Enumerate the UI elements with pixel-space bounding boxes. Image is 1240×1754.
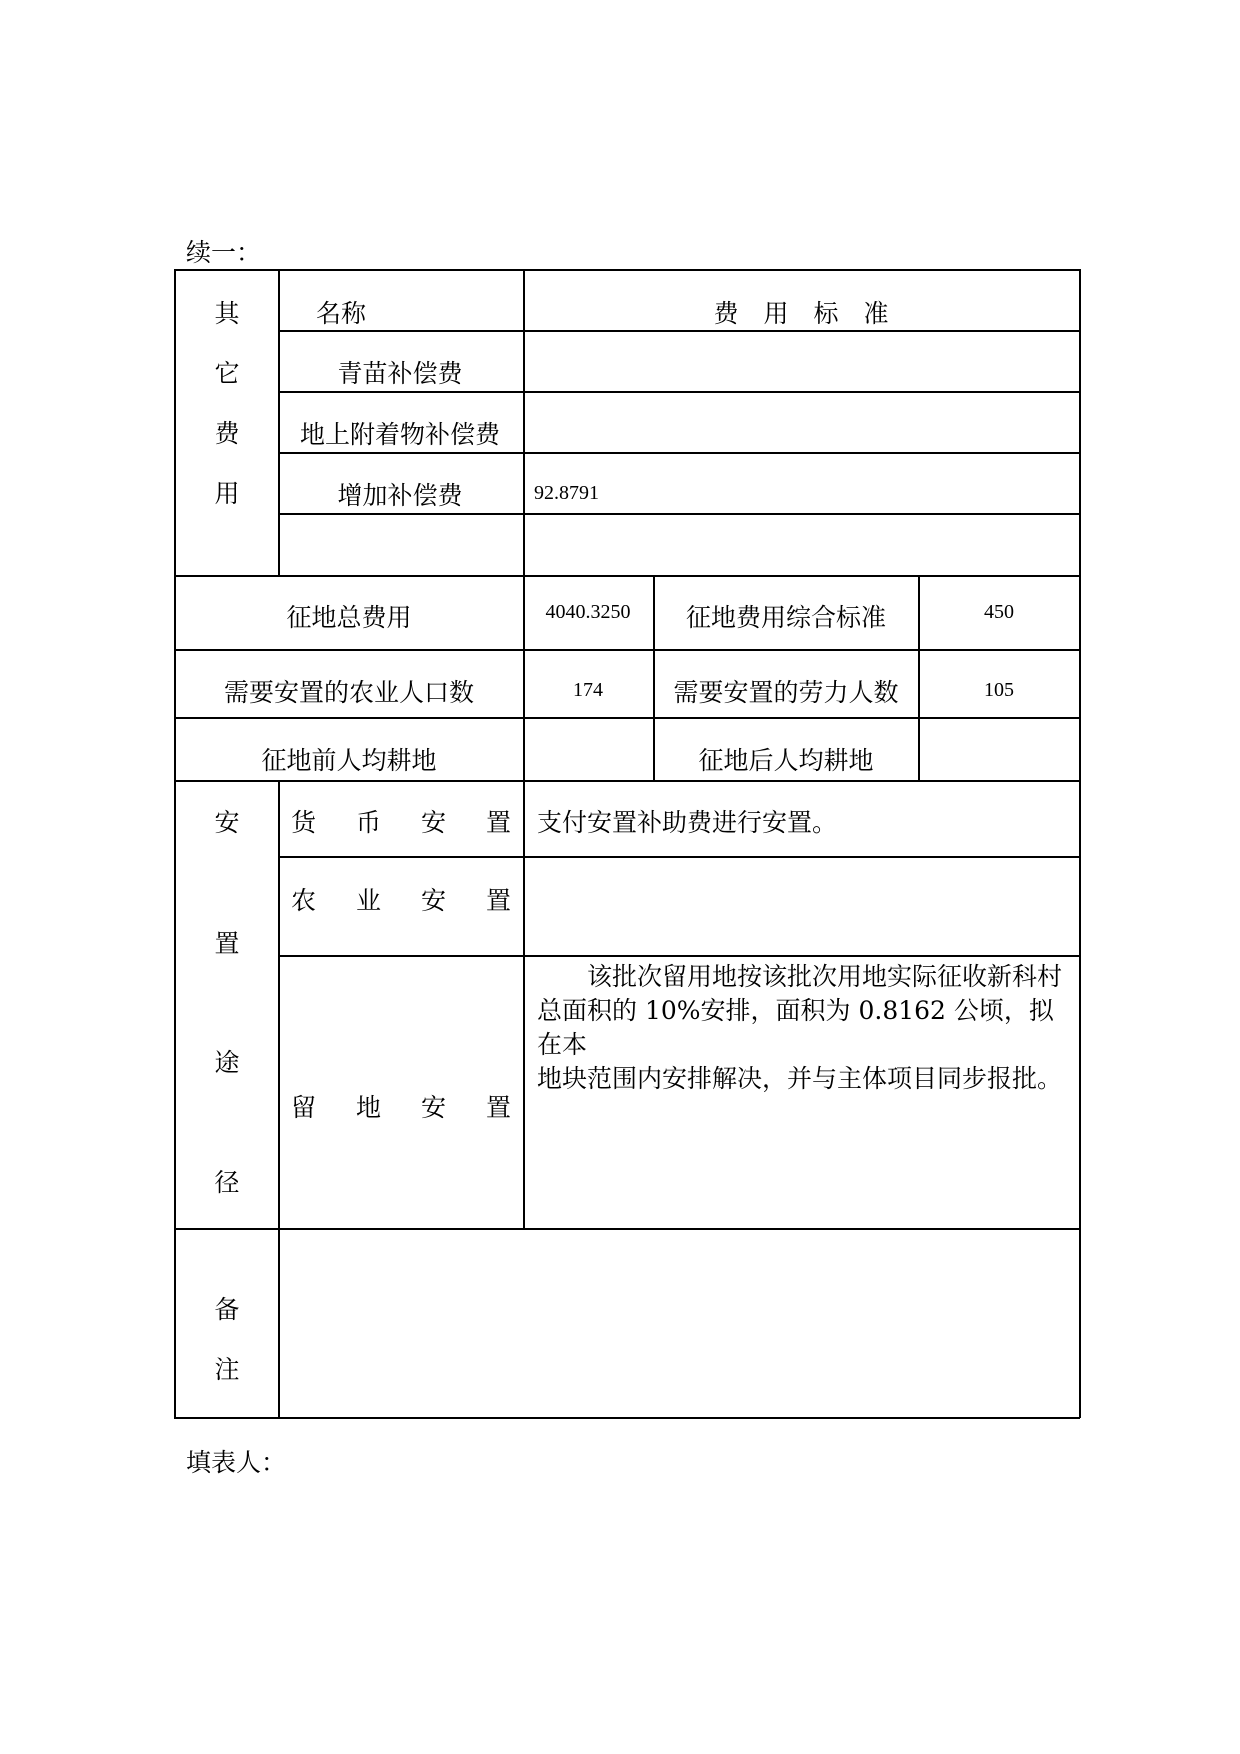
total-fee-value: 4040.3250 bbox=[545, 601, 631, 623]
label-char: 置 bbox=[485, 808, 511, 837]
divider-side-column bbox=[278, 269, 280, 575]
divider-value-column bbox=[523, 269, 525, 1229]
table-border-right bbox=[1079, 269, 1081, 1418]
paragraph-line: 该批次留用地按该批次用地实际征收新科村 bbox=[587, 962, 1063, 991]
resettlement-side-char: 途 bbox=[214, 1048, 240, 1077]
label-char: 币 bbox=[355, 808, 381, 837]
row-divider bbox=[278, 330, 1080, 332]
composite-standard-label: 征地费用综合标准 bbox=[685, 603, 887, 632]
monetary-resettlement-text: 支付安置补助费进行安置。 bbox=[537, 808, 838, 837]
fee-name-seedling: 青苗补偿费 bbox=[337, 359, 463, 388]
table-border-top bbox=[174, 269, 1080, 271]
row-divider bbox=[278, 955, 1080, 957]
row-divider bbox=[174, 575, 1080, 577]
other-fees-side-char: 它 bbox=[214, 359, 240, 388]
reserved-land-resettlement-text bbox=[537, 960, 1077, 1096]
label-char: 留 bbox=[291, 1093, 317, 1122]
agri-population-value: 174 bbox=[573, 679, 603, 701]
filler-label: 填表人： bbox=[186, 1448, 287, 1477]
remarks-side-char: 注 bbox=[214, 1355, 240, 1384]
continuation-label: 续一： bbox=[186, 238, 262, 267]
reserved-land-resettlement-label bbox=[291, 1088, 511, 1124]
label-char: 安 bbox=[420, 808, 446, 837]
paragraph-line: 总面积的 10%安排，面积为 0.8162 公顷，拟在本 bbox=[537, 996, 1054, 1059]
other-fees-side-char: 其 bbox=[214, 299, 240, 328]
standard-column-header: 费 用 标 准 bbox=[713, 299, 889, 328]
other-fees-side-char: 用 bbox=[214, 479, 240, 508]
row-divider bbox=[278, 513, 1080, 515]
divider-side-column bbox=[278, 780, 280, 1418]
after-per-capita-label: 征地后人均耕地 bbox=[698, 746, 874, 775]
other-fees-side-char: 费 bbox=[214, 419, 240, 448]
paragraph-line: 地块范围内安排解决，并与主体项目同步报批。 bbox=[537, 1064, 1063, 1093]
label-char: 货 bbox=[291, 808, 317, 837]
labor-count-value: 105 bbox=[984, 679, 1014, 701]
composite-standard-value: 450 bbox=[984, 601, 1014, 623]
divider-right-column bbox=[918, 575, 920, 780]
agri-population-label: 需要安置的农业人口数 bbox=[223, 678, 475, 707]
label-char: 安 bbox=[420, 886, 446, 915]
total-fee-label: 征地总费用 bbox=[286, 603, 412, 632]
resettlement-side-char: 径 bbox=[214, 1168, 240, 1197]
agricultural-resettlement-label bbox=[291, 881, 511, 917]
resettlement-side-char: 安 bbox=[214, 808, 240, 837]
before-per-capita-label: 征地前人均耕地 bbox=[261, 746, 437, 775]
row-divider bbox=[278, 452, 1080, 454]
divider-mid-column bbox=[653, 575, 655, 780]
fee-name-attachments: 地上附着物补偿费 bbox=[299, 420, 501, 449]
labor-count-label: 需要安置的劳力人数 bbox=[673, 678, 899, 707]
label-char: 地 bbox=[355, 1093, 381, 1122]
row-divider bbox=[174, 1228, 1080, 1230]
label-char: 农 bbox=[291, 886, 317, 915]
row-divider bbox=[278, 856, 1080, 858]
row-divider bbox=[174, 717, 1080, 719]
label-char: 安 bbox=[420, 1093, 446, 1122]
fee-value-additional: 92.8791 bbox=[534, 482, 599, 504]
resettlement-side-char: 置 bbox=[214, 929, 240, 958]
row-divider bbox=[174, 649, 1080, 651]
table-border-left bbox=[174, 269, 176, 1418]
fee-name-additional: 增加补偿费 bbox=[337, 481, 463, 510]
name-column-header: 名称 bbox=[316, 299, 367, 328]
table-border-bottom bbox=[174, 1417, 1080, 1419]
row-divider bbox=[278, 391, 1080, 393]
monetary-resettlement-label bbox=[291, 803, 511, 839]
remarks-side-char: 备 bbox=[214, 1295, 240, 1324]
label-char: 置 bbox=[485, 886, 511, 915]
label-char: 业 bbox=[355, 886, 381, 915]
label-char: 置 bbox=[485, 1093, 511, 1122]
row-divider bbox=[174, 780, 1080, 782]
